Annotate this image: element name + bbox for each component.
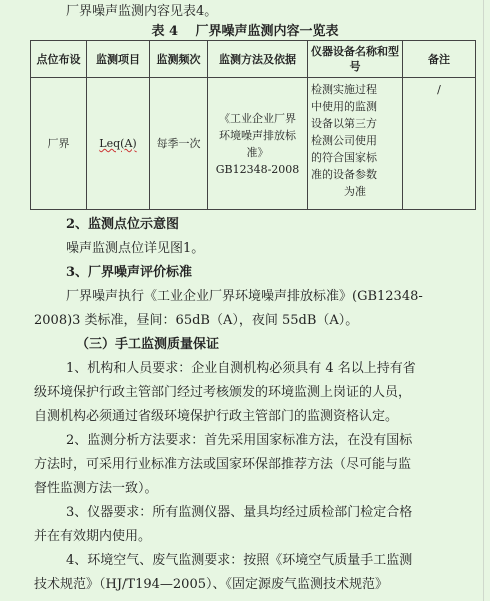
- paragraph-monitoring-map: 噪声监测点位详见图1。: [66, 241, 205, 256]
- paragraph-qa-line: 2、监测分析方法要求：首先采用国家标准方法，在没有国标: [66, 433, 413, 448]
- cell-method: [208, 78, 308, 210]
- paragraph-qa-line: 方法时，可采用行业标准方法或国家环保部推荐方法（尽可能与监: [34, 457, 412, 472]
- table-row: [31, 78, 476, 210]
- equip-line: 为准: [344, 185, 366, 198]
- method-line: 准》: [246, 145, 269, 159]
- paragraph-qa-line: 督性监测方法一致）。: [34, 481, 158, 496]
- header-method: 监测方法及依据: [208, 41, 308, 78]
- noise-monitoring-table: [30, 40, 476, 210]
- header-item: 监测项目: [87, 41, 150, 78]
- cell-location: 厂界: [31, 78, 87, 210]
- equip-line: 准的设备参数: [311, 168, 377, 181]
- cell-item: [87, 78, 150, 210]
- equip-line: 检测实施过程: [311, 83, 377, 96]
- header-frequency: 监测频次: [150, 41, 208, 78]
- method-line: 《工业企业厂界: [219, 111, 296, 125]
- header-equipment: 仪器设备名称和型号: [308, 41, 403, 78]
- paragraph-standard-line: 厂界噪声执行《工业企业厂界环境噪声排放标准》(GB12348-: [66, 289, 423, 304]
- item-text: Leq(A): [99, 137, 137, 150]
- method-line: 环境噪声排放标: [219, 128, 296, 142]
- paragraph-qa-line: 4、环境空气、废气监测要求：按照《环境空气质量手工监测: [66, 553, 413, 568]
- heading-evaluation-standard: 3、厂界噪声评价标准: [66, 265, 193, 280]
- equip-line: 检测公司使用: [311, 134, 377, 147]
- equip-line: 的符合国家标: [311, 151, 377, 164]
- table-header-row: [31, 41, 476, 78]
- equip-line: 设备以第三方: [311, 117, 377, 130]
- header-remark: 备注: [403, 41, 476, 78]
- cell-frequency: 每季一次: [150, 78, 208, 210]
- equip-line: 中使用的监测: [311, 100, 377, 113]
- paragraph-qa-line: 并在有效期内使用。: [34, 529, 152, 544]
- cell-equipment: [308, 78, 403, 210]
- paragraph-standard-line: 2008)3 类标准，昼间：65dB（A），夜间 55dB（A）。: [34, 313, 359, 328]
- header-location: 点位布设: [31, 41, 87, 78]
- paragraph-qa-line: 自测机构必须通过省级环境保护行政主管部门的监测资格认定。: [34, 409, 399, 424]
- intro-text: 厂界噪声监测内容见表4。: [66, 4, 218, 19]
- paragraph-qa-line: 1、机构和人员要求：企业自测机构必须具有 4 名以上持有省: [66, 361, 416, 376]
- method-line: GB12348-2008: [215, 162, 300, 176]
- heading-monitoring-map: 2、监测点位示意图: [66, 217, 180, 232]
- page-edge-divider: [483, 0, 490, 601]
- cell-remark: /: [403, 78, 476, 210]
- table-caption: 表 4 厂界噪声监测内容一览表: [151, 24, 339, 39]
- paragraph-qa-line: 级环境保护行政主管部门经过考核颁发的环境监测上岗证的人员，: [34, 385, 412, 400]
- paragraph-qa-line: 3、仪器要求：所有监测仪器、量具均经过质检部门检定合格: [66, 505, 413, 520]
- paragraph-qa-line: 技术规范》（HJ/T194—2005）、《固定源废气监测技术规范》: [34, 577, 388, 592]
- heading-quality-assurance: （三）手工监测质量保证: [76, 337, 220, 352]
